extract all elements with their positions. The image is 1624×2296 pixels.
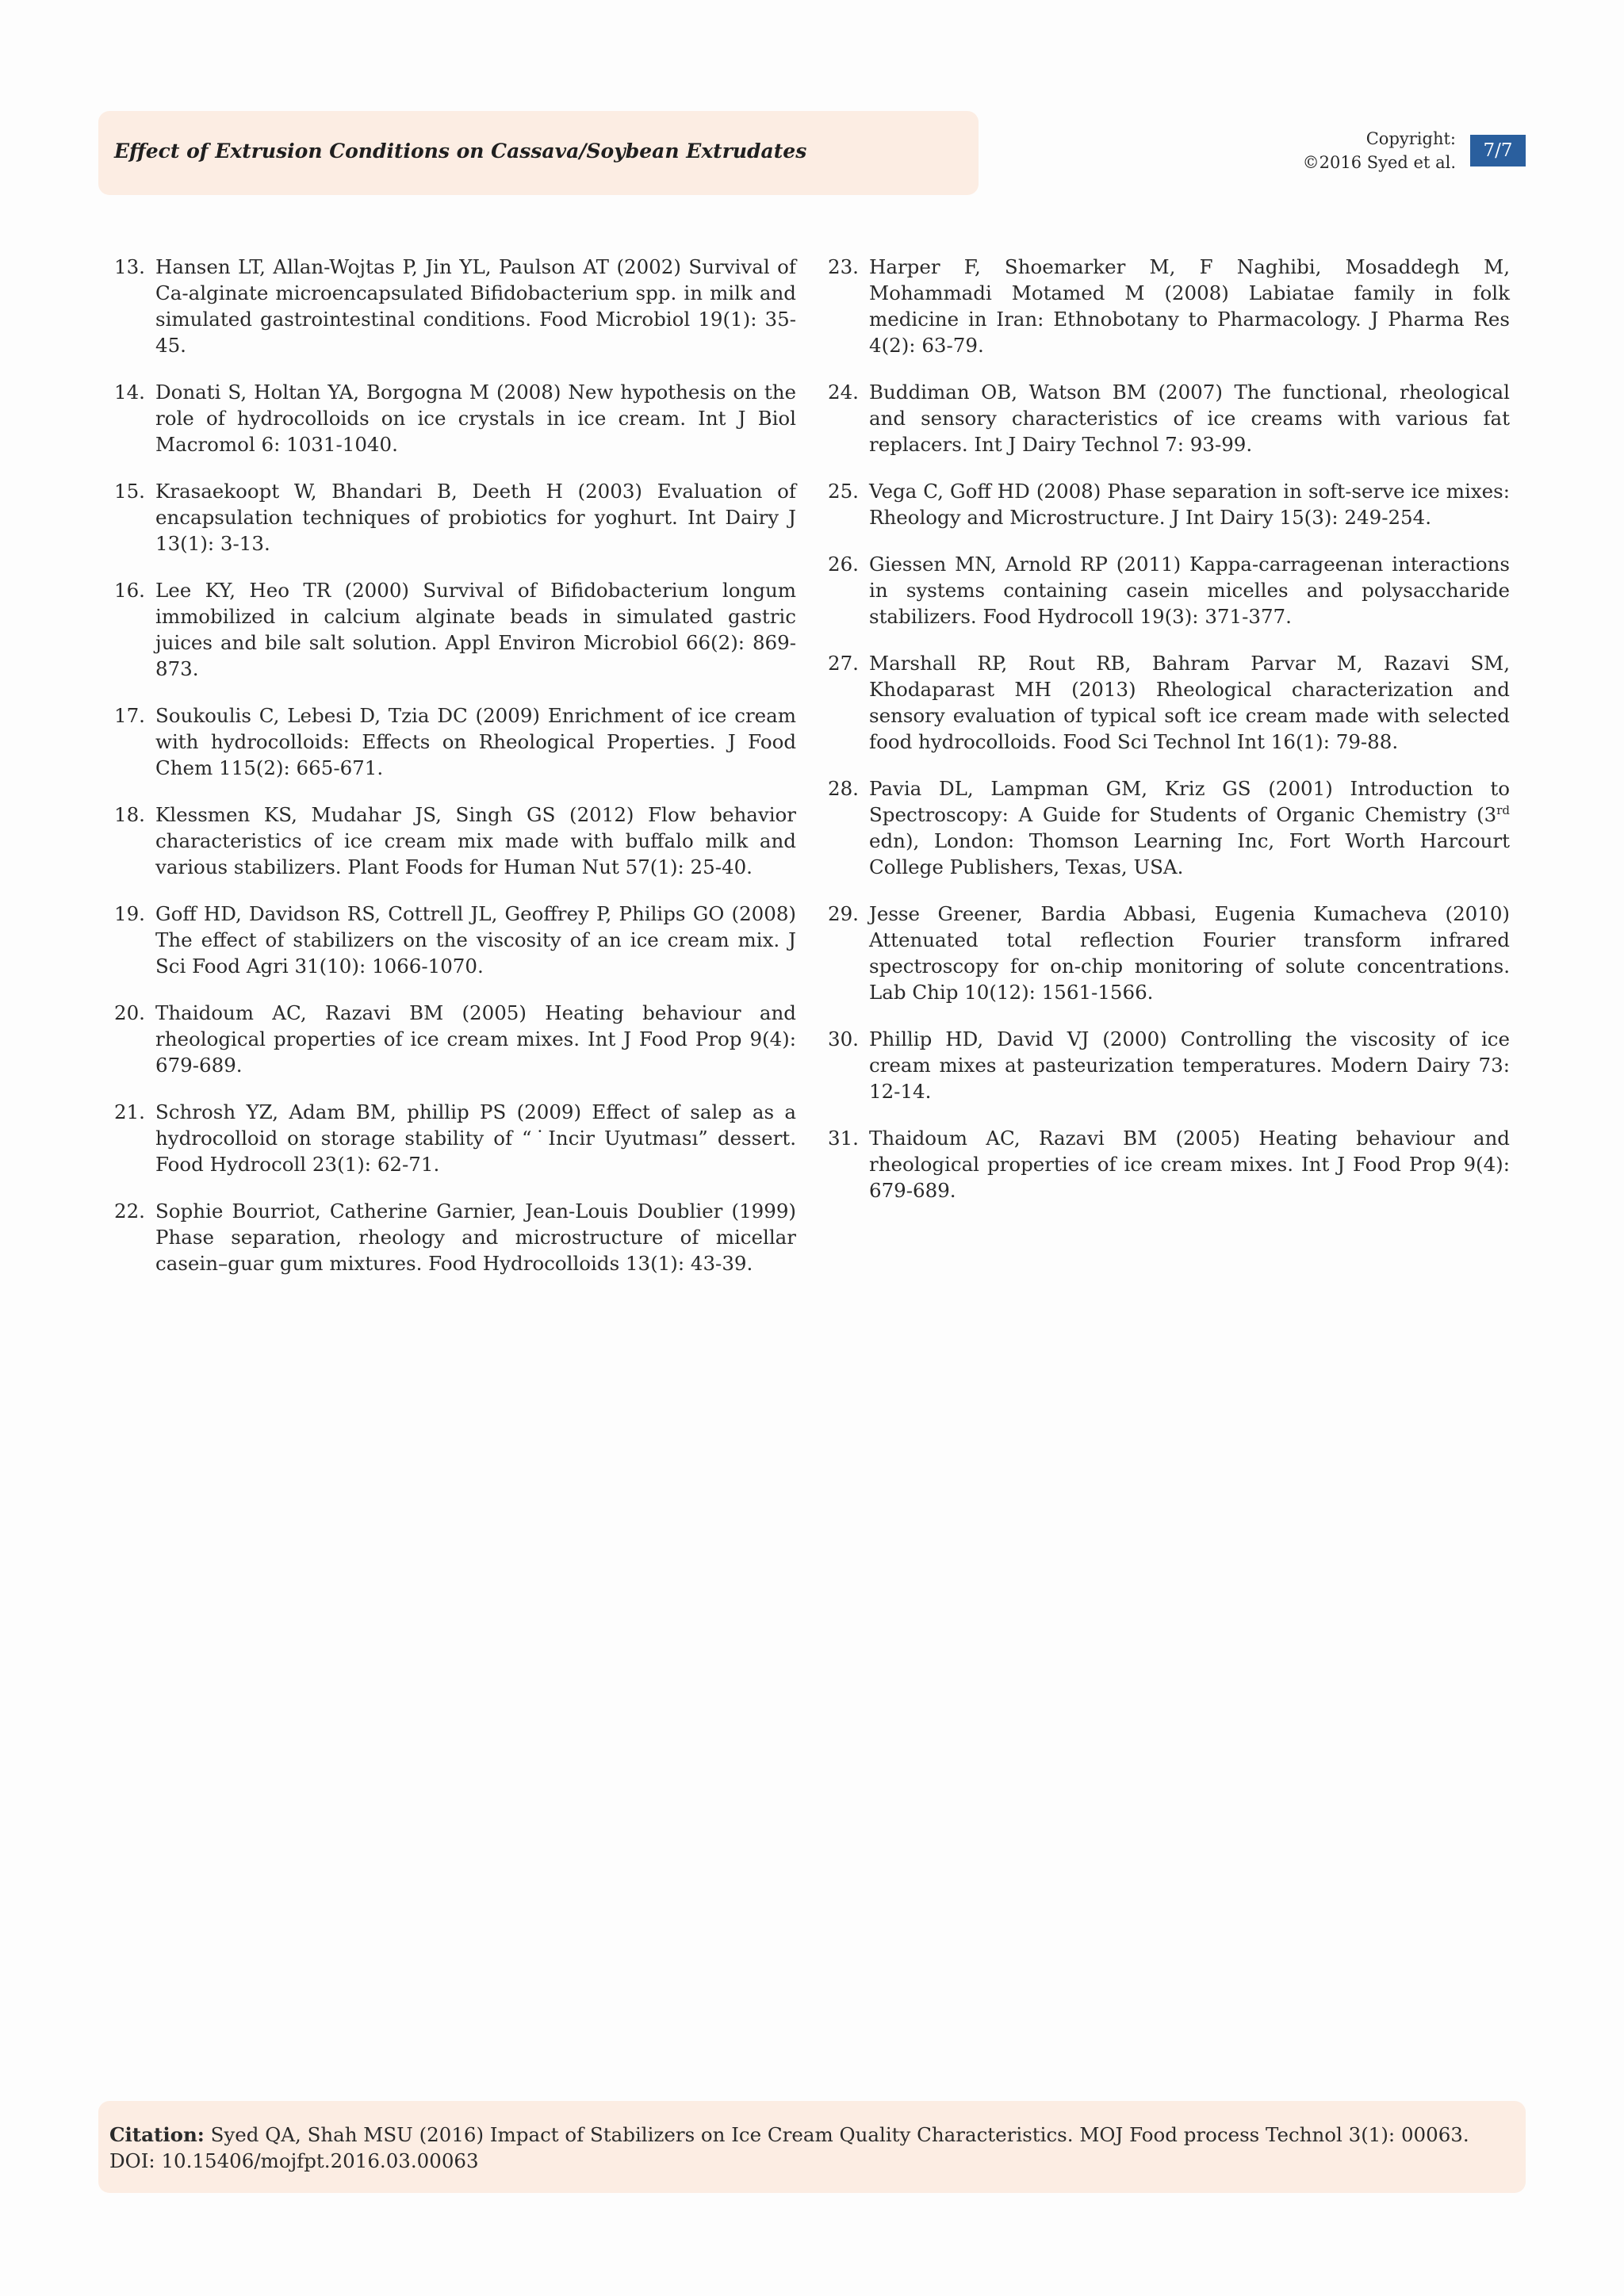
reference-text: Krasaekoopt W, Bhandari B, Deeth H (2003) Evaluation of encapsulation techniques of probiotics for yoghurt. Int Dairy J 13(1): 3-13. — [155, 480, 796, 555]
copyright-holder: ©2016 Syed et al. — [1302, 153, 1456, 172]
reference-number: 22. — [114, 1200, 145, 1223]
reference-item — [114, 1099, 796, 1177]
reference-item — [114, 802, 796, 880]
reference-item — [828, 379, 1510, 457]
reference-number: 20. — [114, 1001, 145, 1024]
reference-number: 28. — [828, 777, 859, 800]
reference-number: 25. — [828, 480, 859, 503]
reference-text: Thaidoum AC, Razavi BM (2005) Heating behaviour and rheological properties of ice cream mixes. Int J Food Prop 9(4): 679-689. — [869, 1127, 1510, 1202]
reference-text: Klessmen KS, Mudahar JS, Singh GS (2012) Flow behavior characteristics of ice cream mix made with buffalo milk and various stabilizers. Plant Foods for Human Nut 57(1): 25-40. — [155, 803, 796, 878]
citation-line — [109, 2122, 1469, 2148]
reference-text: Hansen LT, Allan-Wojtas P, Jin YL, Paulson AT (2002) Survival of Ca-alginate microencapsulated Bifidobacterium spp. in milk and simulated gastrointestinal conditions. Food Microbiol 19(1): 35-45. — [155, 255, 796, 357]
reference-text: Giessen MN, Arnold RP (2011) Kappa-carrageenan interactions in systems containing casein micelles and polysaccharide stabilizers. Food Hydrocoll 19(3): 371-377. — [869, 553, 1510, 628]
reference-text: Marshall RP, Rout RB, Bahram Parvar M, Razavi SM, Khodaparast MH (2013) Rheological characterization and sensory evaluation of typical soft ice cream made with selected food hydrocolloids. Food Sci Technol Int 16(1): 79-88. — [869, 652, 1510, 753]
reference-item — [828, 551, 1510, 629]
reference-item — [828, 254, 1510, 358]
references-column-right — [828, 254, 1510, 1224]
reference-number: 14. — [114, 381, 145, 404]
reference-text: Phillip HD, David VJ (2000) Controlling the viscosity of ice cream mixes at pasteurization temperatures. Modern Dairy 73: 12-14. — [869, 1027, 1510, 1103]
reference-item — [828, 478, 1510, 530]
reference-number: 21. — [114, 1100, 145, 1123]
reference-number: 13. — [114, 255, 145, 278]
reference-number: 18. — [114, 803, 145, 826]
references-column-left — [114, 254, 796, 1297]
reference-number: 27. — [828, 652, 859, 675]
reference-item — [828, 650, 1510, 755]
reference-text: Soukoulis C, Lebesi D, Tzia DC (2009) Enrichment of ice cream with hydrocolloids: Effects on Rheological Properties. J Food Chem 115(2): 665-671. — [155, 704, 796, 779]
reference-text: Donati S, Holtan YA, Borgogna M (2008) New hypothesis on the role of hydrocolloids on ice crystals in ice cream. Int J Biol Macromol 6: 1031-1040. — [155, 381, 796, 456]
reference-number: 26. — [828, 553, 859, 576]
copyright-notice — [1303, 127, 1456, 174]
reference-item — [114, 1198, 796, 1276]
reference-item — [114, 901, 796, 979]
reference-text: Buddiman OB, Watson BM (2007) The functional, rheological and sensory characteristics of ice creams with various fat replacers. Int J Dairy Technol 7: 93-99. — [869, 381, 1510, 456]
running-header — [98, 111, 979, 195]
citation-doi: DOI: 10.15406/mojfpt.2016.03.00063 — [109, 2149, 479, 2172]
reference-text: Lee KY, Heo TR (2000) Survival of Bifidobacterium longum immobilized in calcium alginate beads in simulated gastric juices and bile salt solution. Appl Environ Microbiol 66(2): 869-873. — [155, 579, 796, 680]
reference-text: Harper F, Shoemarker M, F Naghibi, Mosaddegh M, Mohammadi Motamed M (2008) Labiatae family in folk medicine in Iran: Ethnobotany to Pharmacology. J Pharma Res 4(2): 63-79. — [869, 255, 1510, 357]
reference-item — [828, 775, 1510, 880]
citation-text: Syed QA, Shah MSU (2016) Impact of Stabilizers on Ice Cream Quality Characteristics. MOJ Food process Technol 3(1): 00063. — [204, 2123, 1469, 2146]
reference-text: Thaidoum AC, Razavi BM (2005) Heating behaviour and rheological properties of ice cream mixes. Int J Food Prop 9(4): 679-689. — [155, 1001, 796, 1077]
reference-text: Sophie Bourriot, Catherine Garnier, Jean-Louis Doublier (1999) Phase separation, rheology and microstructure of micellar casein–guar gum mixtures. Food Hydrocolloids 13(1): 43-39. — [155, 1200, 796, 1275]
reference-text-after: edn), London: Thomson Learning Inc, Fort Worth Harcourt College Publishers, Texas, USA. — [869, 829, 1510, 878]
citation-label: Citation: — [109, 2123, 205, 2146]
page-number-badge: 7/7 — [1470, 135, 1526, 166]
reference-text: Goff HD, Davidson RS, Cottrell JL, Geoffrey P, Philips GO (2008) The effect of stabilizers on the viscosity of an ice cream mix. J Sci Food Agri 31(10): 1066-1070. — [155, 902, 796, 978]
reference-item — [114, 478, 796, 557]
running-title: Effect of Extrusion Conditions on Cassava/Soybean Extrudates — [114, 140, 807, 163]
reference-item — [114, 1000, 796, 1078]
superscript-ordinal: rd — [1496, 802, 1510, 817]
reference-number: 15. — [114, 480, 145, 503]
reference-item — [828, 1026, 1510, 1104]
reference-number: 31. — [828, 1127, 859, 1150]
reference-number: 29. — [828, 902, 859, 925]
reference-item — [114, 702, 796, 781]
reference-text: Jesse Greener, Bardia Abbasi, Eugenia Kumacheva (2010) Attenuated total reflection Fourier transform infrared spectroscopy for on-chip monitoring of solute concentrations. Lab Chip 10(12): 1561-1566. — [869, 902, 1510, 1004]
citation-footer — [98, 2101, 1526, 2193]
reference-text: Schrosh YZ, Adam BM, phillip PS (2009) Effect of salep as a hydrocolloid on storage stability of “˙Incir Uyutması” dessert. Food Hydrocoll 23(1): 62-71. — [155, 1100, 796, 1176]
reference-item — [114, 379, 796, 457]
reference-number: 17. — [114, 704, 145, 727]
reference-text: Vega C, Goff HD (2008) Phase separation in soft-serve ice mixes: Rheology and Microstructure. J Int Dairy 15(3): 249-254. — [869, 480, 1510, 529]
reference-number: 30. — [828, 1027, 859, 1050]
reference-number: 24. — [828, 381, 859, 404]
reference-item — [828, 901, 1510, 1005]
reference-item — [828, 1125, 1510, 1203]
reference-item — [114, 577, 796, 682]
reference-text-before: Pavia DL, Lampman GM, Kriz GS (2001) Introduction to Spectroscopy: A Guide for Students of Organic Chemistry (3 — [869, 777, 1510, 826]
reference-number: 23. — [828, 255, 859, 278]
reference-number: 19. — [114, 902, 145, 925]
copyright-label: Copyright: — [1365, 129, 1456, 148]
reference-item — [114, 254, 796, 358]
reference-number: 16. — [114, 579, 145, 602]
